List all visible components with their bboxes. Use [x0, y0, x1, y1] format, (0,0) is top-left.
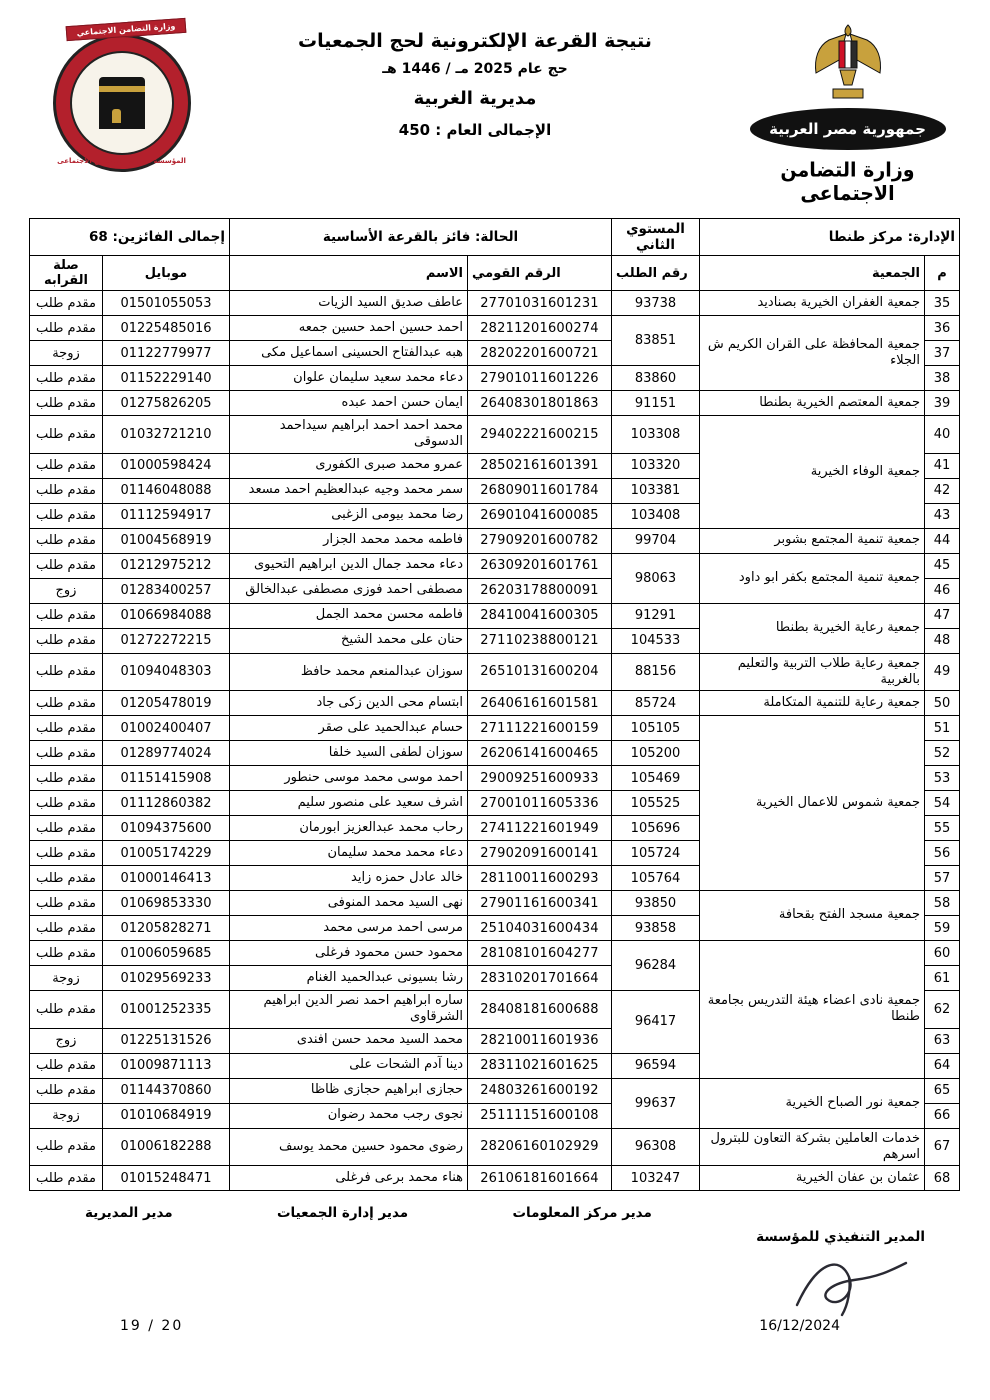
cell-name: رضوى محمود حسين محمد يوسف [230, 1128, 468, 1166]
cell-mobile: 01283400257 [103, 578, 230, 603]
cell-mobile: 01094375600 [103, 816, 230, 841]
cell-nid: 27901011601226 [468, 366, 612, 391]
cell-rel: مقدم طلب [29, 816, 102, 841]
cell-req: 83851 [612, 316, 700, 366]
cell-num: 49 [925, 653, 960, 691]
winners-total-cell [29, 219, 229, 256]
cell-name: فاطمه محمد محمد الجزار [230, 528, 468, 553]
signature-titles-row [30, 1205, 960, 1245]
table-row [29, 653, 959, 691]
cell-req: 99704 [612, 528, 700, 553]
cell-assoc: جمعية تنمية المجتمع بكفر ابو داود [700, 553, 925, 603]
cell-name: ايمان حسن احمد عبده [230, 391, 468, 416]
cell-req: 91151 [612, 391, 700, 416]
cell-req: 103408 [612, 503, 700, 528]
cell-name: هناء محمد برعى فرغلى [230, 1166, 468, 1191]
cell-num: 45 [925, 553, 960, 578]
cell-name: دعاء محمد سعيد سليمان علوان [230, 366, 468, 391]
signature-info-center-director: مدير مركز المعلومات [512, 1205, 652, 1221]
cell-name: عاطف صديق السيد الزيات [230, 291, 468, 316]
cell-nid: 26901041600085 [468, 503, 612, 528]
cell-rel: زوجة [29, 966, 102, 991]
cell-req: 103308 [612, 416, 700, 454]
cell-assoc: جمعية نور الصباح الخيرية [700, 1078, 925, 1128]
cell-name: دعاء محمد محمد سليمان [230, 841, 468, 866]
cell-req: 103381 [612, 478, 700, 503]
cell-mobile: 01205478019 [103, 691, 230, 716]
cell-num: 37 [925, 341, 960, 366]
signature-scribble [772, 1243, 932, 1327]
cell-mobile: 01275826205 [103, 391, 230, 416]
cell-name: دينا آدم الشحات على [230, 1053, 468, 1078]
cell-rel: مقدم طلب [29, 416, 102, 454]
cell-name: محمد السيد محمد حسن افندى [230, 1028, 468, 1053]
cell-nid: 28410041600305 [468, 603, 612, 628]
cell-num: 41 [925, 453, 960, 478]
signature-executive-director: المدير التنفيذي للمؤسسة [756, 1229, 925, 1245]
cell-rel: مقدم طلب [29, 316, 102, 341]
cell-mobile: 01272272215 [103, 628, 230, 653]
table-row [29, 391, 959, 416]
column-header-rel: صلة القرابه [29, 256, 102, 291]
cell-mobile: 01009871113 [103, 1053, 230, 1078]
cell-name: محمود حسن محمود فرغلى [230, 941, 468, 966]
cell-assoc: جمعية تنمية المجتمع بشوبر [700, 528, 925, 553]
signatures-footer [30, 1205, 960, 1245]
country-name-badge [750, 108, 946, 150]
cell-num: 39 [925, 391, 960, 416]
cell-num: 40 [925, 416, 960, 454]
cell-nid: 28502161601391 [468, 453, 612, 478]
cell-num: 38 [925, 366, 960, 391]
winners-label: إجمالى الفائزين: [112, 229, 225, 245]
page-number: 19 / 20 [120, 1318, 184, 1334]
table-row [29, 941, 959, 966]
cell-rel: مقدم طلب [29, 791, 102, 816]
cell-nid: 29402221600215 [468, 416, 612, 454]
kaaba-door [112, 109, 121, 123]
cell-assoc: جمعية رعاية طلاب التربية والتعليم بالغربية [700, 653, 925, 691]
cell-rel: مقدم طلب [29, 941, 102, 966]
cell-num: 58 [925, 891, 960, 916]
cell-name: حنان على محمد الشيخ [230, 628, 468, 653]
cell-num: 54 [925, 791, 960, 816]
emblem-inner [70, 51, 174, 155]
column-header-nid: الرقم القومي [468, 256, 612, 291]
cell-rel: مقدم طلب [29, 291, 102, 316]
cell-mobile: 01225485016 [103, 316, 230, 341]
cell-rel: مقدم طلب [29, 391, 102, 416]
cell-rel: مقدم طلب [29, 553, 102, 578]
cell-name: رحاب محمد عبدالعزيز ابورمان [230, 816, 468, 841]
cell-assoc: جمعية المعتصم الخيرية بطنطا [700, 391, 925, 416]
cell-nid: 27411221601949 [468, 816, 612, 841]
cell-num: 42 [925, 478, 960, 503]
cell-mobile: 01010684919 [103, 1103, 230, 1128]
column-header-mobile: موبايل [103, 256, 230, 291]
cell-nid: 27902091600141 [468, 841, 612, 866]
cell-num: 68 [925, 1166, 960, 1191]
cell-req: 93858 [612, 916, 700, 941]
cell-rel: مقدم طلب [29, 1128, 102, 1166]
cell-mobile: 01094048303 [103, 653, 230, 691]
cell-req: 105525 [612, 791, 700, 816]
cell-name: سوزان لطفى السيد خلفا [230, 741, 468, 766]
cell-num: 36 [925, 316, 960, 341]
cell-nid: 26809011601784 [468, 478, 612, 503]
cell-nid: 26206141600465 [468, 741, 612, 766]
report-title-block [215, 14, 735, 139]
cell-num: 48 [925, 628, 960, 653]
cell-req: 105764 [612, 866, 700, 891]
cell-nid: 26106181601664 [468, 1166, 612, 1191]
grand-total: الإجمالى العام : 450 [398, 121, 552, 139]
table-body [29, 291, 959, 1191]
cell-assoc: جمعية الغفران الخيرية بصناديد [700, 291, 925, 316]
results-table [29, 218, 960, 1191]
cell-assoc: جمعية رعاية للتنمية المتكاملة [700, 691, 925, 716]
cell-num: 53 [925, 766, 960, 791]
cell-name: سمر محمد وجيه عبدالعظيم احمد مسعد [230, 478, 468, 503]
ministry-emblem-block [30, 14, 215, 172]
cell-mobile: 01289774024 [103, 741, 230, 766]
cell-mobile: 01144370860 [103, 1078, 230, 1103]
cell-nid: 28110011600293 [468, 866, 612, 891]
cell-num: 43 [925, 503, 960, 528]
table-row [29, 416, 959, 454]
cell-rel: زوجة [29, 341, 102, 366]
cell-num: 60 [925, 941, 960, 966]
table-row [29, 1166, 959, 1191]
cell-rel: مقدم طلب [29, 866, 102, 891]
cell-nid: 25104031600434 [468, 916, 612, 941]
cell-num: 64 [925, 1053, 960, 1078]
cell-num: 35 [925, 291, 960, 316]
cell-mobile: 01066984088 [103, 603, 230, 628]
cell-rel: زوج [29, 1028, 102, 1053]
hajj-year: حج عام 2025 مـ / 1446 هـ [382, 61, 568, 77]
status-label: الحالة: [475, 229, 519, 245]
cell-rel: زوجة [29, 1103, 102, 1128]
cell-req: 104533 [612, 628, 700, 653]
table-row [29, 316, 959, 341]
cell-rel: مقدم طلب [29, 1166, 102, 1191]
cell-req: 93850 [612, 891, 700, 916]
cell-nid: 27001011605336 [468, 791, 612, 816]
cell-num: 62 [925, 991, 960, 1029]
cell-num: 51 [925, 716, 960, 741]
page-bottom-row [30, 1318, 960, 1334]
cell-req: 93738 [612, 291, 700, 316]
cell-name: رضا محمد بيومى الزغبى [230, 503, 468, 528]
cell-req: 96417 [612, 991, 700, 1054]
cell-nid: 26309201601761 [468, 553, 612, 578]
cell-name: مصطفى احمد فوزى مصطفى عبدالخالق [230, 578, 468, 603]
cell-mobile: 01006182288 [103, 1128, 230, 1166]
cell-nid: 28408181600688 [468, 991, 612, 1029]
cell-name: فاطمه محسن محمد الجمل [230, 603, 468, 628]
emblem-caption: المؤسسة القومية للتضامن الاجتماعى [57, 157, 186, 165]
ministry-emblem [50, 22, 196, 172]
government-brand-block [735, 14, 960, 204]
cell-mobile: 01002400407 [103, 716, 230, 741]
table-row [29, 528, 959, 553]
ministry-calligraphy: وزارة التضامن الاجتماعى [780, 158, 915, 206]
cell-mobile: 01112594917 [103, 503, 230, 528]
cell-rel: مقدم طلب [29, 691, 102, 716]
cell-name: حسام عبدالحميد على صقر [230, 716, 468, 741]
cell-nid: 27111221600159 [468, 716, 612, 741]
cell-nid: 25111151600108 [468, 1103, 612, 1128]
cell-req: 91291 [612, 603, 700, 628]
cell-req: 105200 [612, 741, 700, 766]
cell-req: 99637 [612, 1078, 700, 1128]
cell-req: 96594 [612, 1053, 700, 1078]
cell-mobile: 01112860382 [103, 791, 230, 816]
cell-nid: 29009251600933 [468, 766, 612, 791]
status-cell [230, 219, 612, 256]
cell-name: محمد احمد احمد ابراهيم سيداحمد الدسوقى [230, 416, 468, 454]
cell-mobile: 01146048088 [103, 478, 230, 503]
column-header-name: الاسم [230, 256, 468, 291]
table-row [29, 716, 959, 741]
egypt-eagle-icon [735, 20, 960, 106]
cell-rel: مقدم طلب [29, 991, 102, 1029]
cell-nid: 27701031601231 [468, 291, 612, 316]
cell-name: ساره ابراهيم احمد نصر الدين ابراهيم الشرقاوى [230, 991, 468, 1029]
table-row [29, 1078, 959, 1103]
cell-num: 63 [925, 1028, 960, 1053]
cell-mobile: 01501055053 [103, 291, 230, 316]
report-date: 16/12/2024 [759, 1318, 840, 1334]
administration-value: مركز طنطا [828, 229, 903, 245]
cell-num: 67 [925, 1128, 960, 1166]
cell-rel: زوج [29, 578, 102, 603]
column-header-req: رقم الطلب [612, 256, 700, 291]
cell-assoc: جمعية نادى اعضاء هيئة التدريس بجامعة طنطا [700, 941, 925, 1079]
cell-mobile: 01005174229 [103, 841, 230, 866]
cell-name: ابتسام محى الدين زكى جاد [230, 691, 468, 716]
cell-req: 96284 [612, 941, 700, 991]
cell-nid: 26510131600204 [468, 653, 612, 691]
cell-mobile: 01122779977 [103, 341, 230, 366]
cell-rel: مقدم طلب [29, 628, 102, 653]
cell-num: 56 [925, 841, 960, 866]
cell-mobile: 01004568919 [103, 528, 230, 553]
cell-name: احمد موسى محمد موسى حنطور [230, 766, 468, 791]
level-cell: المستوي الثاني [612, 219, 700, 256]
signature-directorate-director: مدير المديرية [85, 1205, 173, 1221]
cell-rel: مقدم طلب [29, 891, 102, 916]
cell-mobile: 01225131526 [103, 1028, 230, 1053]
kaaba-band [99, 86, 145, 92]
column-header-row [29, 256, 959, 291]
cell-nid: 26408301801863 [468, 391, 612, 416]
column-header-num: م [925, 256, 960, 291]
cell-name: احمد حسين احمد حسين جمعه [230, 316, 468, 341]
cell-name: دعاء محمد جمال الدين ابراهيم التحيوى [230, 553, 468, 578]
cell-nid: 28311021601625 [468, 1053, 612, 1078]
cell-rel: مقدم طلب [29, 1053, 102, 1078]
emblem-ring [53, 34, 191, 172]
cell-num: 47 [925, 603, 960, 628]
cell-nid: 24803261600192 [468, 1078, 612, 1103]
cell-rel: مقدم طلب [29, 741, 102, 766]
cell-nid: 26406161601581 [468, 691, 612, 716]
cell-mobile: 01015248471 [103, 1166, 230, 1191]
cell-rel: مقدم طلب [29, 766, 102, 791]
signature-associations-director: مدير إدارة الجمعيات [276, 1205, 409, 1221]
cell-num: 66 [925, 1103, 960, 1128]
column-header-assoc: الجمعية [700, 256, 925, 291]
cell-rel: مقدم طلب [29, 916, 102, 941]
cell-req: 85724 [612, 691, 700, 716]
cell-assoc: جمعية المحافظة على القران الكريم ش الجلاء [700, 316, 925, 391]
cell-num: 59 [925, 916, 960, 941]
cell-name: حجازى ابراهيم حجازى ظاظا [230, 1078, 468, 1103]
report-title: نتيجة القرعة الإلكترونية لحج الجمعيات [298, 30, 652, 52]
cell-nid: 28310201701664 [468, 966, 612, 991]
cell-assoc: جمعية مسجد الفتح بقحافة [700, 891, 925, 941]
cell-name: خالد عادل حمزه زايد [230, 866, 468, 891]
cell-req: 88156 [612, 653, 700, 691]
cell-nid: 26203178800091 [468, 578, 612, 603]
cell-num: 65 [925, 1078, 960, 1103]
cell-rel: مقدم طلب [29, 453, 102, 478]
cell-rel: مقدم طلب [29, 528, 102, 553]
cell-req: 105696 [612, 816, 700, 841]
cell-num: 57 [925, 866, 960, 891]
status-value: فائز بالقرعة الأساسية [322, 229, 471, 245]
cell-nid: 27901161600341 [468, 891, 612, 916]
cell-assoc: جمعية الوفاء الخيرية [700, 416, 925, 529]
cell-mobile: 01029569233 [103, 966, 230, 991]
cell-name: اشرف سعيد على منصور سليم [230, 791, 468, 816]
cell-num: 44 [925, 528, 960, 553]
cell-name: نهى السيد محمد المنوفى [230, 891, 468, 916]
cell-mobile: 01069853330 [103, 891, 230, 916]
cell-mobile: 01001252335 [103, 991, 230, 1029]
table-row [29, 1128, 959, 1166]
emblem-ribbon-text: وزارة التضامن الاجتماعي [65, 18, 186, 41]
cell-req: 105469 [612, 766, 700, 791]
cell-rel: مقدم طلب [29, 366, 102, 391]
cell-mobile: 01032721210 [103, 416, 230, 454]
cell-req: 103320 [612, 453, 700, 478]
cell-nid: 28202201600721 [468, 341, 612, 366]
cell-nid: 28206160102929 [468, 1128, 612, 1166]
cell-rel: مقدم طلب [29, 653, 102, 691]
cell-req: 96308 [612, 1128, 700, 1166]
cell-assoc: جمعية شموس للاعمال الخيرية [700, 716, 925, 891]
page-header [30, 14, 960, 210]
cell-req: 98063 [612, 553, 700, 603]
cell-name: عمرو محمد صبرى الكفورى [230, 453, 468, 478]
cell-nid: 27909201600782 [468, 528, 612, 553]
administration-label: الإدارة: [907, 229, 955, 245]
cell-mobile: 01000598424 [103, 453, 230, 478]
cell-name: هبه عبدالفتاح الحسينى اسماعيل مكى [230, 341, 468, 366]
cell-num: 55 [925, 816, 960, 841]
cell-rel: مقدم طلب [29, 478, 102, 503]
cell-nid: 27110238800121 [468, 628, 612, 653]
cell-req: 105724 [612, 841, 700, 866]
cell-assoc: عثمان بن عفان الخيرية [700, 1166, 925, 1191]
cell-num: 52 [925, 741, 960, 766]
cell-name: نجوى رجب محمد رضوان [230, 1103, 468, 1128]
cell-num: 50 [925, 691, 960, 716]
cell-mobile: 01205828271 [103, 916, 230, 941]
cell-num: 61 [925, 966, 960, 991]
cell-name: مرسى احمد مرسى محمد [230, 916, 468, 941]
winners-value: 68 [89, 229, 108, 245]
cell-num: 46 [925, 578, 960, 603]
cell-mobile: 01152229140 [103, 366, 230, 391]
administration-cell [700, 219, 960, 256]
kaaba-icon [99, 77, 145, 129]
cell-req: 103247 [612, 1166, 700, 1191]
cell-rel: مقدم طلب [29, 841, 102, 866]
directorate-name: مديرية الغربية [413, 88, 537, 109]
cell-mobile: 01151415908 [103, 766, 230, 791]
cell-assoc: جمعية رعاية الخيرية بطنطا [700, 603, 925, 653]
cell-nid: 28211201600274 [468, 316, 612, 341]
cell-nid: 28210011601936 [468, 1028, 612, 1053]
table-row [29, 291, 959, 316]
cell-nid: 28108101604277 [468, 941, 612, 966]
cell-rel: مقدم طلب [29, 1078, 102, 1103]
table-row [29, 603, 959, 628]
cell-rel: مقدم طلب [29, 716, 102, 741]
cell-req: 83860 [612, 366, 700, 391]
cell-name: رشا بسيونى عبدالحميد الغنام [230, 966, 468, 991]
table-row [29, 691, 959, 716]
cell-mobile: 01000146413 [103, 866, 230, 891]
cell-req: 105105 [612, 716, 700, 741]
cell-mobile: 01212975212 [103, 553, 230, 578]
cell-mobile: 01006059685 [103, 941, 230, 966]
table-row [29, 553, 959, 578]
cell-assoc: خدمات العاملين بشركة التعاون للبترول اسرهم [700, 1128, 925, 1166]
cell-name: سوزان عبدالمنعم محمد حافظ [230, 653, 468, 691]
cell-rel: مقدم طلب [29, 603, 102, 628]
country-name: جمهورية مصر العربية [769, 120, 926, 138]
table-row [29, 891, 959, 916]
cell-rel: مقدم طلب [29, 503, 102, 528]
info-bar [29, 219, 959, 256]
